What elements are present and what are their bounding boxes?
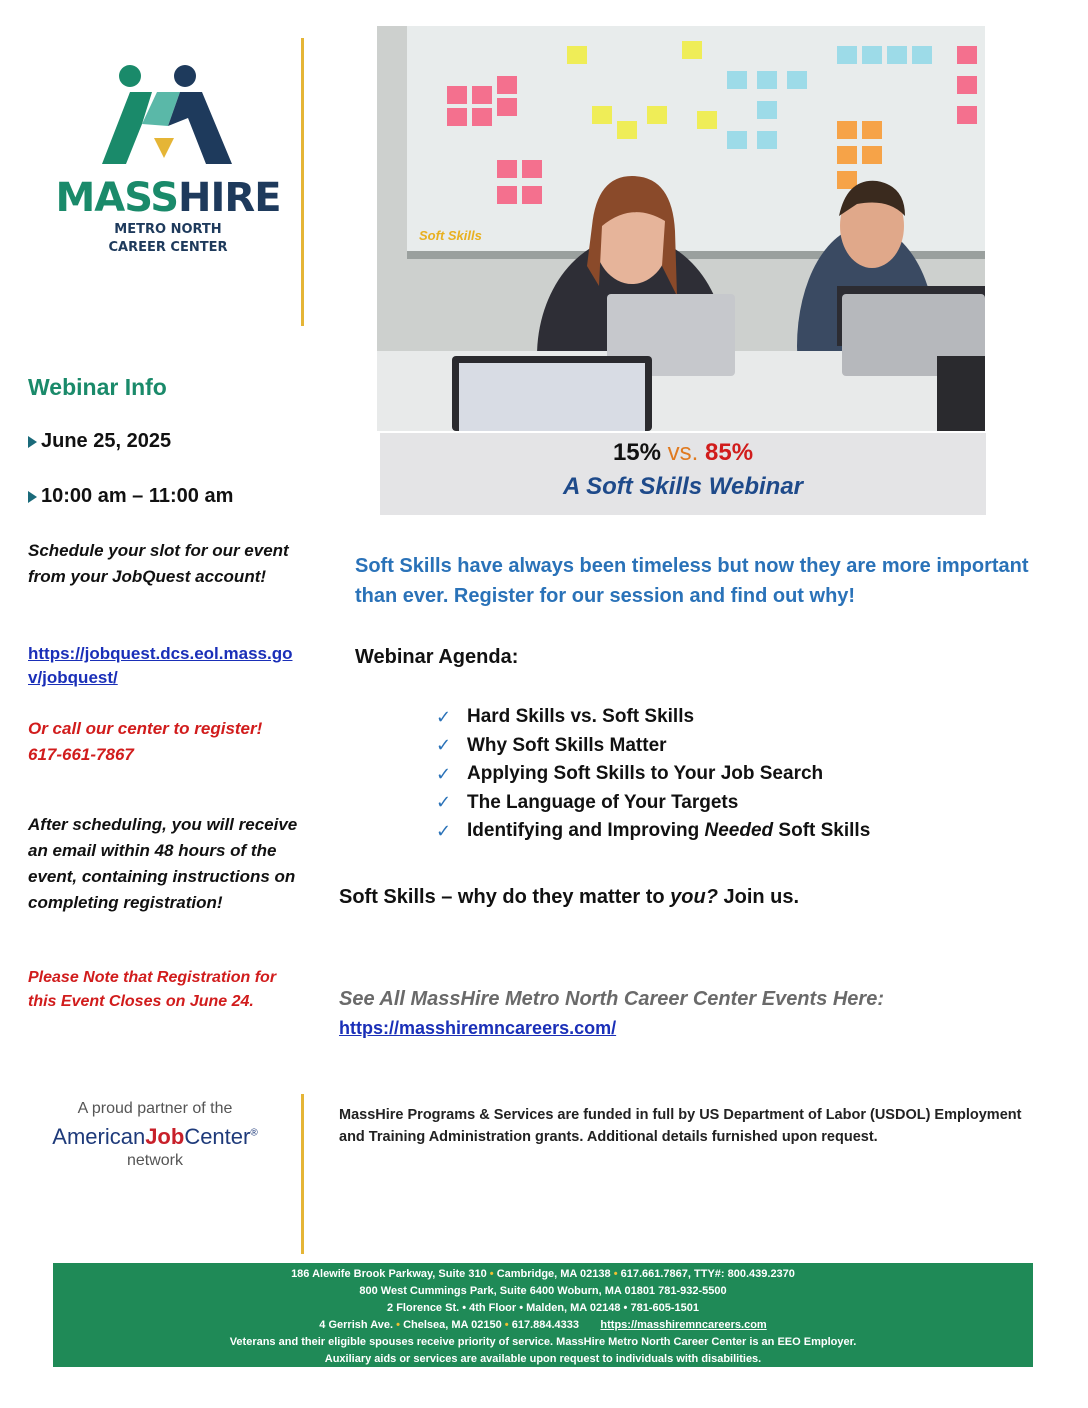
checkmark-icon: ✓	[436, 735, 452, 756]
ajc-wordmark: AmericanJobCenter®	[52, 1124, 258, 1149]
checkmark-icon: ✓	[436, 792, 452, 813]
footer-line-1: 186 Alewife Brook Parkway, Suite 310 • Cambridge, MA 02138 • 617.661.7867, TTY#: 800.439.2370	[291, 1268, 795, 1280]
gold-divider	[301, 38, 304, 326]
schedule-text: Schedule your slot for our event from your JobQuest account!	[28, 541, 289, 586]
footer-line-4: 4 Gerrish Ave. • Chelsea, MA 02150 • 617.884.4333 https://masshiremncareers.com	[319, 1319, 767, 1331]
footer	[53, 1263, 1033, 1367]
join-text: Soft Skills – why do they matter to you? Join us.	[339, 886, 800, 908]
checkmark-icon: ✓	[436, 820, 452, 841]
webinar-time: 10:00 am – 11:00 am	[28, 485, 233, 508]
masshire-logo	[48, 64, 288, 264]
webinar-date: June 25, 2025	[28, 430, 171, 453]
after-scheduling-text: After scheduling, you will receive an email within 48 hours of the event, containing instructions on completing registration!	[28, 815, 298, 912]
agenda-item: ✓ Identifying and Improving Needed Soft Skills	[436, 820, 871, 842]
agenda-item: ✓ Why Soft Skills Matter	[436, 734, 667, 756]
american-job-center-logo	[40, 1100, 270, 1170]
agenda-item: ✓ The Language of Your Targets	[436, 791, 739, 813]
webinar-title-box	[380, 433, 986, 515]
partner-network: network	[126, 1152, 184, 1169]
checkmark-icon: ✓	[436, 706, 452, 727]
percent-comparison: 15% vs. 85%	[612, 439, 754, 466]
agenda-list	[436, 703, 870, 846]
agenda-heading: Webinar Agenda:	[355, 646, 519, 668]
webinar-subtitle: A Soft Skills Webinar	[562, 473, 804, 500]
events-heading: See All MassHire Metro North Career Center Events Here:	[339, 988, 884, 1010]
phone-number: 617-661-7867	[28, 745, 134, 764]
footer-line-6: Auxiliary aids or services are available upon request to individuals with disabilities.	[324, 1353, 762, 1365]
footer-line-2: 800 West Cummings Park, Suite 6400 Woburn, MA 01801 781-932-5500	[359, 1285, 727, 1297]
footer-website-link[interactable]: https://masshiremncareers.com	[600, 1319, 767, 1331]
masshire-people-icon	[102, 64, 234, 168]
triangle-bullet-icon	[28, 491, 37, 503]
jobquest-link[interactable]: https://jobquest.dcs.eol.mass.gov/jobquest/	[28, 644, 293, 687]
logo-wordmark: MASSHIRE	[55, 175, 281, 221]
agenda-item: ✓ Hard Skills vs. Soft Skills	[436, 706, 695, 728]
events-link[interactable]: https://masshiremncareers.com/	[339, 1018, 617, 1038]
gold-divider	[301, 1094, 304, 1254]
partner-tagline: A proud partner of the	[77, 1100, 233, 1117]
logo-subtitle-2: CAREER CENTER	[108, 240, 228, 255]
logo-subtitle-1: METRO NORTH	[114, 222, 222, 237]
photo-caption: Soft Skills	[419, 228, 482, 243]
agenda-item: ✓ Applying Soft Skills to Your Job Search	[436, 763, 824, 785]
webinar-info-heading: Webinar Info	[28, 374, 167, 400]
footer-line-5: Veterans and their eligible spouses receive priority of service. MassHire Metro North Career Center is an EEO Employer.	[229, 1336, 857, 1348]
checkmark-icon: ✓	[436, 763, 452, 784]
intro-text: Soft Skills have always been timeless but now they are more important than ever. Register for our session and find out why!	[355, 555, 1029, 607]
footer-line-3: 2 Florence St. • 4th Floor • Malden, MA 02148 • 781-605-1501	[387, 1302, 699, 1314]
call-text: Or call our center to register!	[28, 719, 263, 738]
registration-note: Please Note that Registration for this Event Closes on June 24.	[28, 969, 277, 1010]
triangle-bullet-icon	[28, 436, 37, 448]
funding-disclaimer: MassHire Programs & Services are funded in full by US Department of Labor (USDOL) Employment and Training Administration grants. Additional details furnished upon request.	[339, 1107, 1022, 1145]
